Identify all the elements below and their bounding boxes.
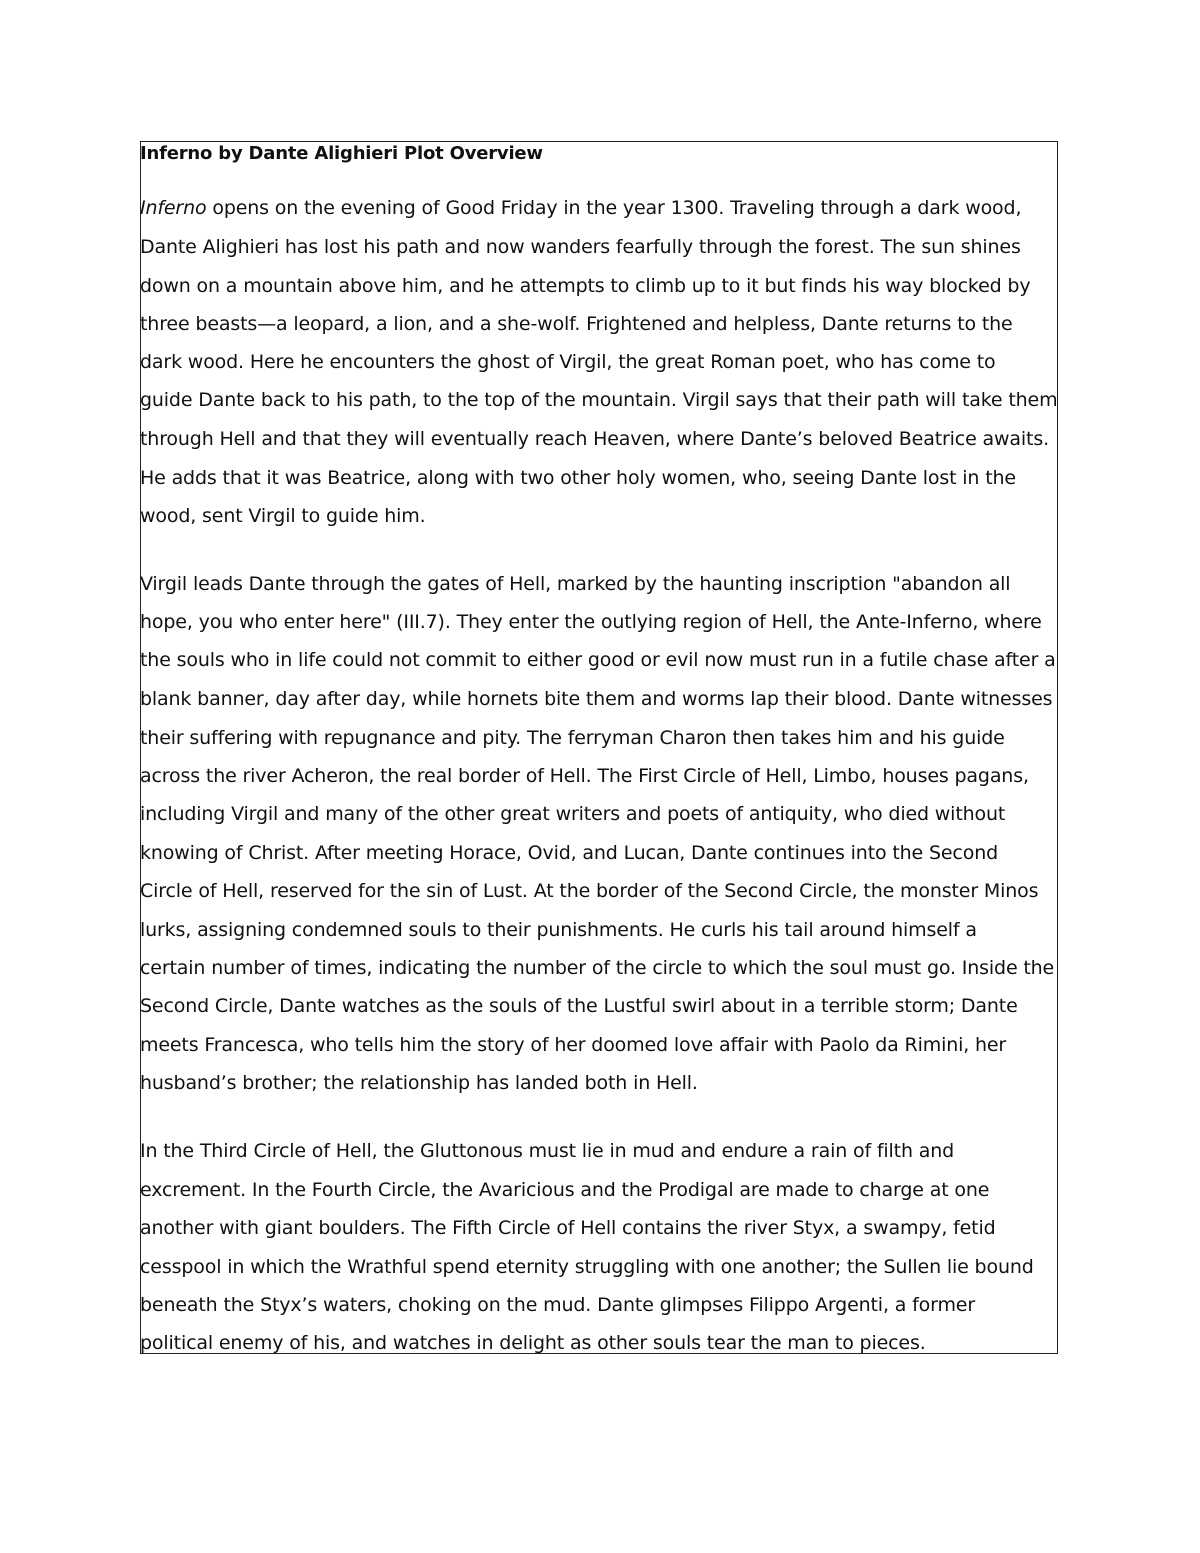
paragraph-line: dark wood. Here he encounters the ghost of Virgil, the great Roman poet, who has come to <box>140 351 996 373</box>
paragraph-line: through Hell and that they will eventually reach Heaven, where Dante’s beloved Beatrice awaits. <box>140 428 1049 450</box>
document-content <box>140 0 1058 1553</box>
document-title: Inferno by Dante Alighieri Plot Overview <box>140 143 543 164</box>
paragraph-line: Circle of Hell, reserved for the sin of Lust. At the border of the Second Circle, the monster Minos <box>140 880 1039 902</box>
paragraph-line: three beasts—a leopard, a lion, and a she-wolf. Frightened and helpless, Dante returns to the <box>140 313 1013 335</box>
paragraph-line: Second Circle, Dante watches as the souls of the Lustful swirl about in a terrible storm; Dante <box>140 995 1018 1017</box>
paragraph-line: beneath the Styx’s waters, choking on the mud. Dante glimpses Filippo Argenti, a former <box>140 1294 976 1316</box>
paragraph-line: political enemy of his, and watches in delight as other souls tear the man to pieces. <box>140 1332 926 1354</box>
paragraph-line: guide Dante back to his path, to the top of the mountain. Virgil says that their path will take them <box>140 389 1058 411</box>
paragraph-line: Virgil leads Dante through the gates of Hell, marked by the haunting inscription "abandon all <box>140 573 1011 595</box>
paragraph-line: including Virgil and many of the other great writers and poets of antiquity, who died without <box>140 803 1006 825</box>
paragraph-line: Inferno opens on the evening of Good Friday in the year 1300. Traveling through a dark wood, <box>140 197 1022 219</box>
paragraph-line: husband’s brother; the relationship has landed both in Hell. <box>140 1072 698 1094</box>
paragraph-line: cesspool in which the Wrathful spend eternity struggling with one another; the Sullen lie bound <box>140 1256 1034 1278</box>
paragraph-line: hope, you who enter here" (III.7). They enter the outlying region of Hell, the Ante-Inferno, where <box>140 611 1042 633</box>
paragraph-line: their suffering with repugnance and pity. The ferryman Charon then takes him and his guide <box>140 727 1005 749</box>
paragraph-line: knowing of Christ. After meeting Horace, Ovid, and Lucan, Dante continues into the Second <box>140 842 998 864</box>
paragraph-line: He adds that it was Beatrice, along with two other holy women, who, seeing Dante lost in the <box>140 467 1016 489</box>
paragraph-line: down on a mountain above him, and he attempts to climb up to it but finds his way blocked by <box>140 275 1031 297</box>
paragraph-line: wood, sent Virgil to guide him. <box>140 505 426 527</box>
paragraph-line: excrement. In the Fourth Circle, the Avaricious and the Prodigal are made to charge at one <box>140 1179 990 1201</box>
paragraph-line: the souls who in life could not commit to either good or evil now must run in a futile chase after a <box>140 649 1056 671</box>
paragraph-line: lurks, assigning condemned souls to their punishments. He curls his tail around himself a <box>140 919 977 941</box>
paragraph-line: across the river Acheron, the real border of Hell. The First Circle of Hell, Limbo, houses pagans, <box>140 765 1029 787</box>
paragraph-line: another with giant boulders. The Fifth Circle of Hell contains the river Styx, a swampy, fetid <box>140 1217 996 1239</box>
paragraph-line: certain number of times, indicating the number of the circle to which the soul must go. Inside the <box>140 957 1055 979</box>
paragraph-line: Dante Alighieri has lost his path and now wanders fearfully through the forest. The sun shines <box>140 236 1021 258</box>
paragraph-line: In the Third Circle of Hell, the Gluttonous must lie in mud and endure a rain of filth and <box>140 1140 955 1162</box>
paragraph-line: blank banner, day after day, while hornets bite them and worms lap their blood. Dante witnesses <box>140 688 1053 710</box>
paragraph-line: meets Francesca, who tells him the story of her doomed love affair with Paolo da Rimini, her <box>140 1034 1007 1056</box>
italic-title: Inferno <box>140 197 207 219</box>
